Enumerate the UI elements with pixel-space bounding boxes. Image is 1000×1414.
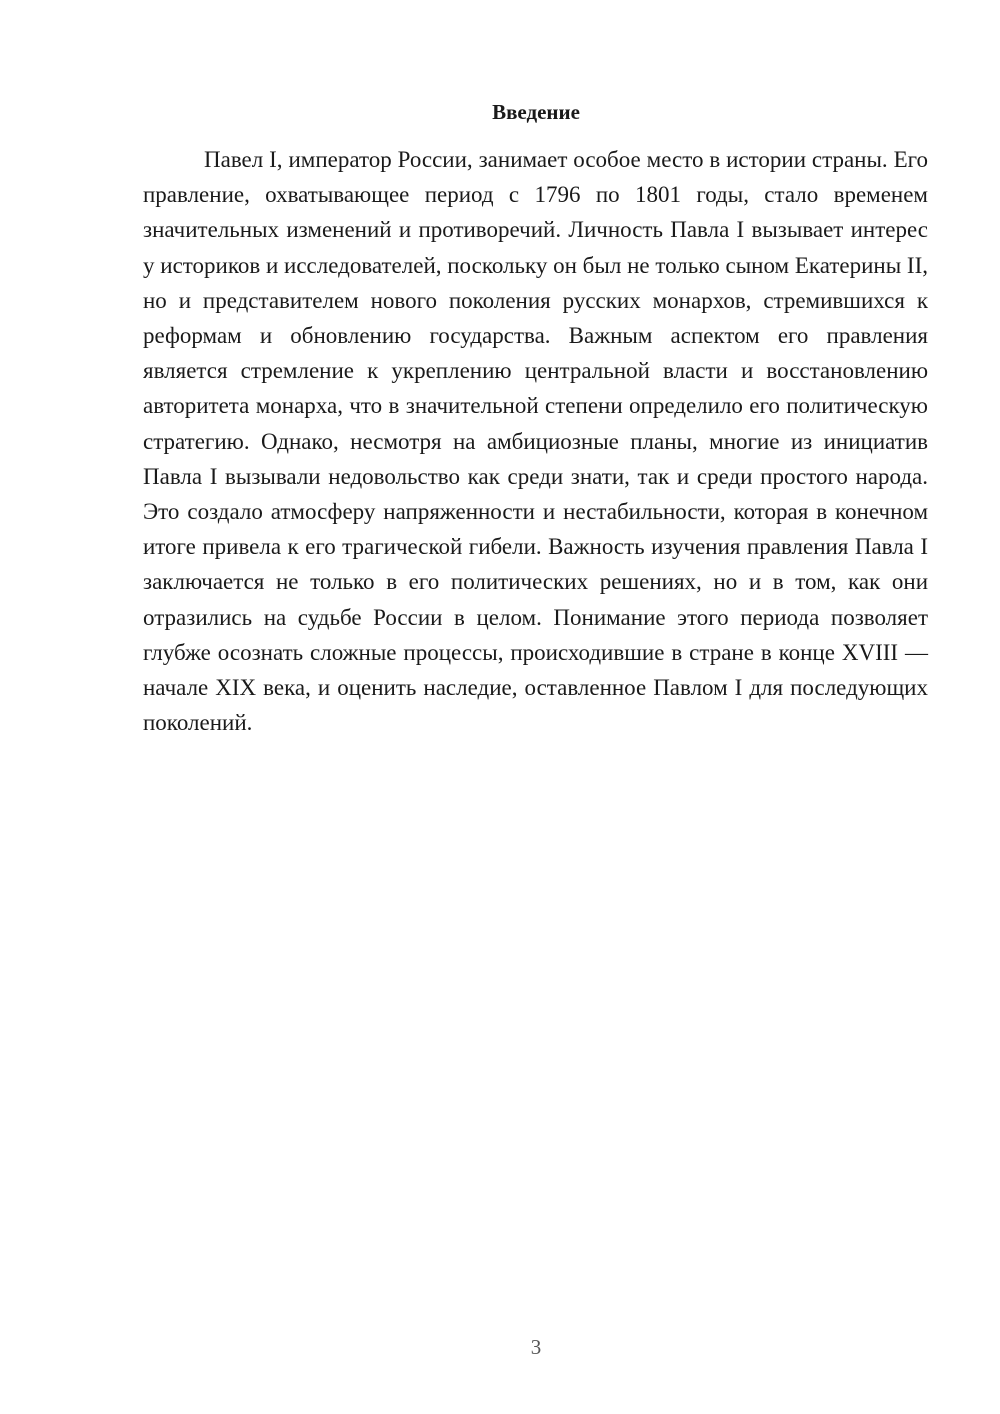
section-heading: Введение bbox=[492, 100, 580, 124]
body-paragraph: Павел I, император России, занимает особое место в истории страны. Его правление, охватывающее период с 1796 по 1801 годы, стало временем значительных изменений и противоречий. Личность Павла I вызывает интерес у историков и исследователей, поскольку он был не только сыном Екатерины II, но и представителем нового поколения русских монархов, стремившихся к реформам и обновлению государства. Важным аспектом его правления является стремление к укреплению центральной власти и восстановлению авторитета монарха, что в значительной степени определило его политическую стратегию. Однако, несмотря на амбициозные планы, многие из инициатив Павла I вызывали недовольство как среди знати, так и среди простого народа. Это создало атмосферу напряженности и нестабильности, которая в конечном итоге привела к его трагической гибели. Важность изучения правления Павла I заключается не только в его политических решениях, но и в том, как они отразились на судьбе России в целом. Понимание этого периода позволяет глубже осознать сложные процессы, происходившие в стране в конце XVIII — начале XIX века, и оценить наследие, оставленное Павлом I для последующих поколений. bbox=[143, 147, 928, 736]
page-number: 3 bbox=[530, 1335, 542, 1359]
